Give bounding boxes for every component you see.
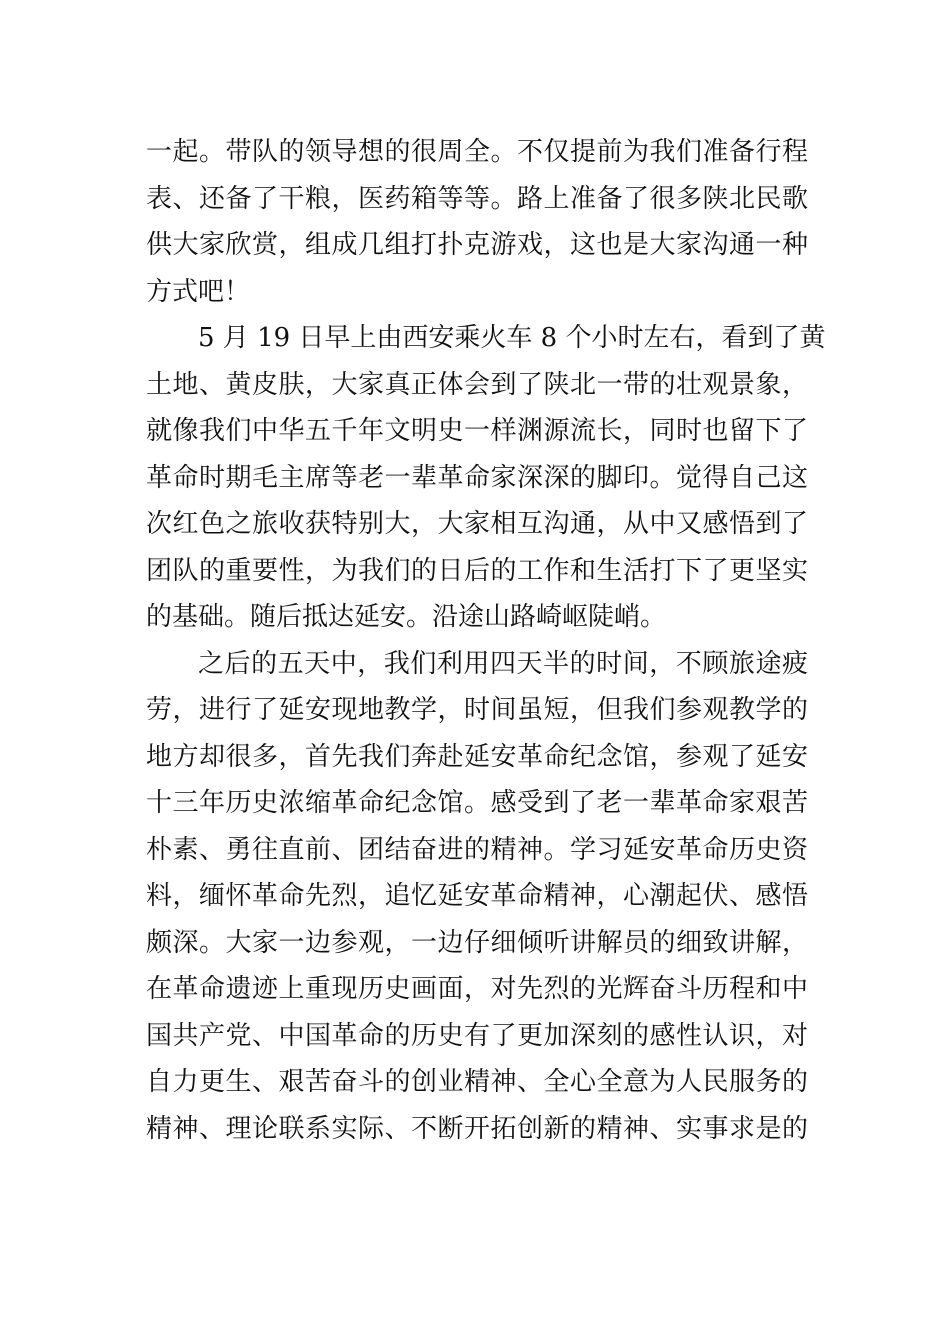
text-line: 之后的五天中，我们利用四天半的时间，不顾旅途疲 bbox=[198, 648, 808, 679]
text-line: 的基础。随后抵达延安。沿途山路崎岖陡峭。 bbox=[146, 602, 667, 632]
paragraph-2 bbox=[146, 315, 826, 641]
text-line: 地方却很多，首先我们奔赴延安革命纪念馆，参观了延安 bbox=[146, 741, 808, 772]
text-line: 颇深。大家一边参观，一边仔细倾听讲解员的细致讲解， bbox=[146, 927, 808, 958]
paragraph-1 bbox=[146, 129, 808, 315]
text-line: 劳，进行了延安现地教学，时间虽短，但我们参观教学的 bbox=[146, 695, 808, 725]
text-line: 方式吧！ bbox=[146, 276, 251, 307]
text-line: 5 月 19 日早上由西安乘火车 8 个小时左右，看到了黄 bbox=[198, 323, 826, 353]
text-line: 供大家欣赏，组成几组打扑克游戏，这也是大家沟通一种 bbox=[146, 230, 808, 260]
text-line: 一起。带队的领导想的很周全。不仅提前为我们准备行程 bbox=[146, 137, 808, 167]
text-line: 革命时期毛主席等老一辈革命家深深的脚印。觉得自己这 bbox=[146, 462, 808, 493]
text-line: 十三年历史浓缩革命纪念馆。感受到了老一辈革命家艰苦 bbox=[146, 788, 808, 818]
text-line: 表、还备了干粮，医药箱等等。路上准备了很多陕北民歌 bbox=[146, 183, 808, 214]
text-line: 精神、理论联系实际、不断开拓创新的精神、实事求是的 bbox=[146, 1113, 808, 1144]
text-line: 就像我们中华五千年文明史一样渊源流长，同时也留下了 bbox=[146, 416, 808, 446]
text-line: 次红色之旅收获特别大，大家相互沟通，从中又感悟到了 bbox=[146, 509, 808, 539]
text-line: 料，缅怀革命先烈，追忆延安革命精神，心潮起伏、感悟 bbox=[146, 881, 808, 911]
text-line: 土地、黄皮肤，大家真正体会到了陕北一带的壮观景象， bbox=[146, 369, 808, 400]
text-line: 国共产党、中国革命的历史有了更加深刻的感性认识，对 bbox=[146, 1020, 808, 1051]
text-line: 自力更生、艰苦奋斗的创业精神、全心全意为人民服务的 bbox=[146, 1067, 808, 1097]
text-line: 团队的重要性，为我们的日后的工作和生活打下了更坚实 bbox=[146, 555, 808, 586]
document-body bbox=[146, 129, 826, 1152]
paragraph-3 bbox=[146, 641, 808, 1153]
text-line: 朴素、勇往直前、团结奋进的精神。学习延安革命历史资 bbox=[146, 834, 808, 865]
text-line: 在革命遗迹上重现历史画面，对先烈的光辉奋斗历程和中 bbox=[146, 974, 808, 1004]
